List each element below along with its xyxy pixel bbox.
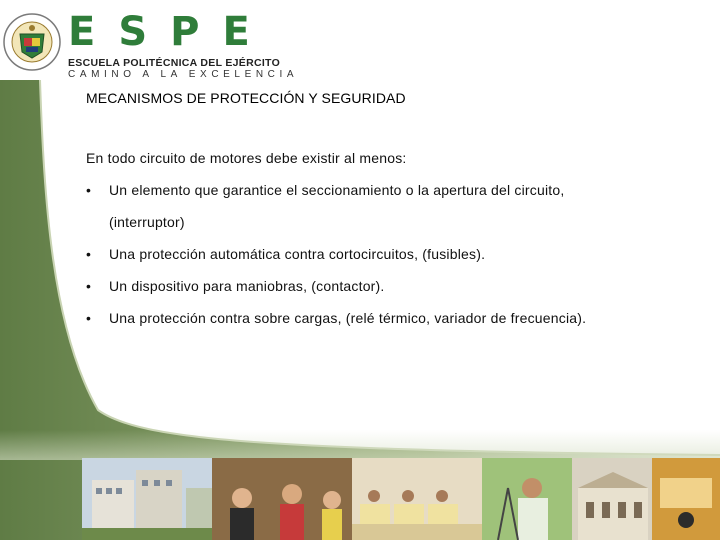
bullet-icon: • (86, 182, 92, 198)
bullet-list (86, 180, 696, 328)
list-item (86, 180, 696, 232)
campus-photo-strip (82, 458, 720, 540)
institution-name: ESCUELA POLITÉCNICA DEL EJÉRCITO (68, 57, 281, 69)
list-item (86, 244, 696, 264)
brand-name: ESPE (68, 9, 273, 55)
list-item-text: Un elemento que garantice el seccionamiento o la apertura del circuito, (109, 182, 565, 198)
slide-title: MECANISMOS DE PROTECCIÓN Y SEGURIDAD (86, 90, 406, 106)
brand-block (68, 9, 299, 81)
list-item-text: Un dispositivo para maniobras, (contactor). (109, 278, 385, 294)
list-item (86, 276, 696, 296)
list-item (86, 308, 696, 328)
list-item-text-continued: (interruptor) (109, 214, 185, 230)
bullet-icon: • (86, 310, 92, 326)
list-item-text: Una protección contra sobre cargas, (relé térmico, variador de frecuencia). (109, 310, 587, 326)
university-seal-icon (2, 10, 62, 74)
list-item-text: Una protección automática contra cortocircuitos, (fusibles). (109, 246, 486, 262)
bullet-icon: • (86, 278, 92, 294)
motto: CAMINO A LA EXCELENCIA (68, 69, 299, 80)
bullet-icon: • (86, 246, 92, 262)
intro-text: En todo circuito de motores debe existir al menos: (86, 150, 407, 166)
slide-content (86, 88, 696, 328)
